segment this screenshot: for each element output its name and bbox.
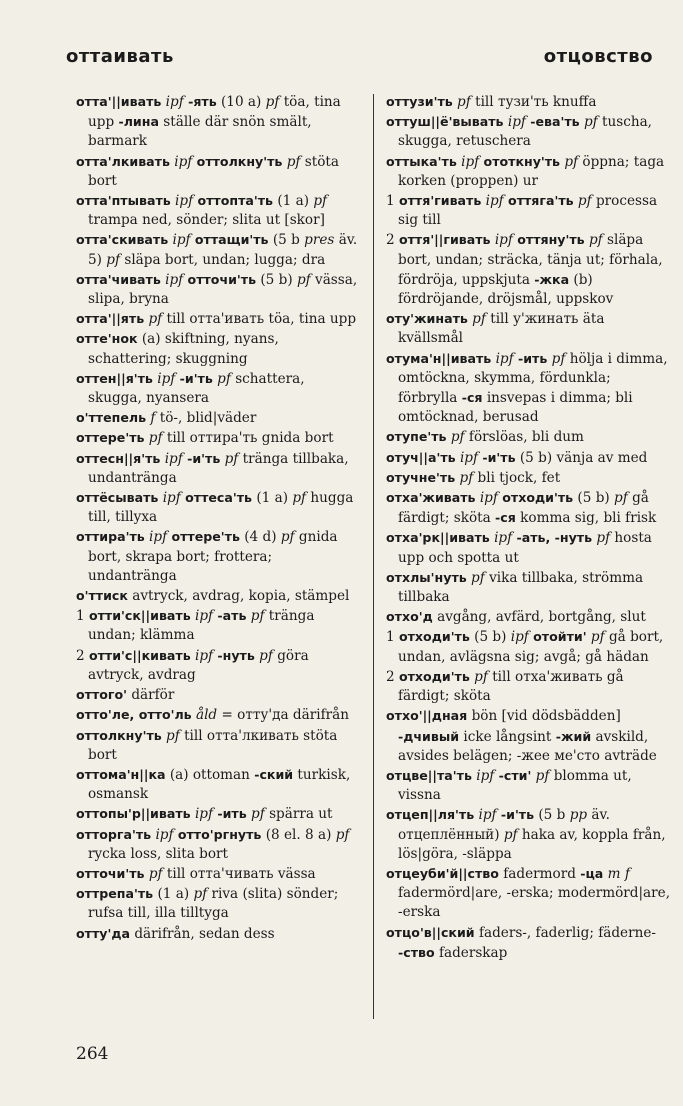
entry-text: rycka loss, slita bort xyxy=(88,845,228,862)
entry-grammar-label: pf xyxy=(592,530,611,547)
dictionary-entry xyxy=(76,586,362,606)
entry-text: till у'жинать äta kvällsmål xyxy=(398,311,605,347)
entry-headword: оття'||гивать xyxy=(398,232,491,248)
entry-grammar-label: f xyxy=(146,410,156,427)
entry-headword: оттрепа'ть xyxy=(76,886,154,902)
entry-headword: -лина xyxy=(118,114,159,130)
entry-grammar-label: ipf xyxy=(510,629,534,646)
entry-text: hölja i dimma, omtöckna, skymma, fördunkla; förbrylla xyxy=(398,350,668,407)
entry-text: riva (slita) sönder; rufsa till, illa tilltyga xyxy=(88,886,339,922)
entry-text: 2 xyxy=(386,668,399,685)
entry-text: tränga tillbaka, undantränga xyxy=(88,450,349,486)
entry-grammar-label: pf xyxy=(452,94,471,110)
entry-headword: отходи'ть xyxy=(398,629,470,645)
entry-text: bön [vid dödsbädden] xyxy=(467,708,621,725)
entry-text: äv. 5) xyxy=(88,232,358,268)
entry-headword: отта'птывать xyxy=(76,193,171,209)
entry-grammar-label: pf xyxy=(246,608,265,625)
entry-grammar-label: ipf xyxy=(161,94,189,110)
entry-grammar-label: pf xyxy=(292,490,307,507)
entry-headword: -и'ть xyxy=(500,807,535,823)
entry-text: avskild, avsides belägen; -жее ме'сто avträde xyxy=(398,728,657,764)
entry-headword: -нуть xyxy=(217,647,255,663)
entry-grammar-label: pf xyxy=(469,668,488,685)
entry-headword: оттого' xyxy=(76,687,127,703)
entry-text: (b) fördröjande, dröjsmål, uppskov xyxy=(398,271,614,308)
entry-text: blomma ut, vissna xyxy=(398,767,632,804)
entry-headword: -ся xyxy=(495,510,516,526)
dictionary-entry xyxy=(386,349,672,428)
entry-text: icke långsint xyxy=(459,728,556,745)
entry-grammar-label: ipf xyxy=(490,232,518,249)
entry-headword: оттере'ть xyxy=(76,430,145,446)
entry-grammar-label: pf xyxy=(531,767,550,784)
entry-headword: -жий xyxy=(555,728,592,744)
entry-grammar-label: pf xyxy=(614,490,628,507)
entry-text: tuscha, skugga, retuschera xyxy=(398,114,652,150)
entry-grammar-label: pf xyxy=(503,826,518,843)
entry-text: turkisk, osmansk xyxy=(88,766,351,803)
entry-text: vika tillbaka, strömma tillbaka xyxy=(398,569,644,606)
running-head-first-word: оттаивать xyxy=(66,46,174,67)
entry-headword: отума'н||ивать xyxy=(386,350,492,366)
dictionary-entry xyxy=(76,329,362,368)
dictionary-entry xyxy=(76,765,362,804)
entry-headword: -ять xyxy=(188,94,217,109)
dictionary-entry xyxy=(386,607,672,627)
entry-grammar-label: ipf xyxy=(169,153,197,170)
entry-grammar-label: pf xyxy=(220,450,239,467)
entry-headword: -ать xyxy=(217,608,247,624)
entry-text: släpa bort, undan; sträcka, tänja ut; förhala, fördröja, uppskjuta xyxy=(398,232,663,288)
dictionary-entry xyxy=(76,191,362,230)
dictionary-entry xyxy=(76,864,362,884)
entry-headword: отойти' xyxy=(533,629,587,645)
entry-headword: о'ттепель xyxy=(76,410,147,426)
entry-headword: -ство xyxy=(398,944,435,960)
column-divider xyxy=(373,94,374,1019)
entry-grammar-label: ipf xyxy=(190,806,218,823)
entry-headword: отту'да xyxy=(76,925,130,941)
entry-headword: оттыка'ть xyxy=(386,153,457,169)
entry-text: (10 a) xyxy=(216,94,266,110)
dictionary-entry xyxy=(386,923,672,963)
dictionary-entry xyxy=(386,488,672,528)
dictionary-entry xyxy=(76,646,362,685)
entry-grammar-label: ipf xyxy=(190,608,218,625)
entry-text: 1 xyxy=(76,608,89,625)
dictionary-entry xyxy=(76,369,362,408)
right-column xyxy=(386,92,672,963)
entry-headword: оттолкну'ть xyxy=(76,727,162,743)
entry-grammar-label: ipf xyxy=(168,232,195,249)
entry-text: fadermörd|are, -erska; modermörd|are, -erska xyxy=(398,885,671,921)
entry-headword: -ся xyxy=(461,390,483,406)
dictionary-entry xyxy=(76,152,362,191)
entry-headword: оттяну'ть xyxy=(517,232,585,248)
entry-headword: отточи'ть xyxy=(187,271,257,287)
entry-grammar-label: ipf xyxy=(170,193,198,210)
page-number: 264 xyxy=(76,1044,109,1064)
entry-grammar-label: pf xyxy=(446,429,465,446)
entry-grammar-label: pf xyxy=(265,94,280,110)
entry-grammar-label: ipf xyxy=(489,530,517,547)
entry-grammar-label: ipf xyxy=(151,826,178,843)
entry-headword: отцеуби'й||ство xyxy=(386,865,499,881)
dictionary-entry xyxy=(386,92,672,112)
dictionary-entry xyxy=(76,685,362,705)
entry-grammar-label: pf xyxy=(282,153,301,170)
dictionary-entry xyxy=(76,884,362,923)
dictionary-entry xyxy=(76,270,362,309)
dictionary-entry xyxy=(76,428,362,448)
entry-text: bli tjock, fet xyxy=(473,469,561,486)
entry-headword: отхлы'нуть xyxy=(386,569,467,585)
entry-text: faders-, faderlig; fäderne- xyxy=(474,924,656,941)
entry-text: (5 b xyxy=(268,232,305,249)
entry-text: 1 xyxy=(386,193,399,210)
entry-headword: -ать, -нуть xyxy=(516,530,593,546)
entry-text: avtryck, avdrag, kopia, stämpel xyxy=(127,588,350,605)
entry-headword: отха'рк||ивать xyxy=(386,530,490,546)
entry-grammar-label: pf xyxy=(579,114,598,131)
entry-grammar-label: ipf xyxy=(503,114,531,131)
entry-grammar-label: pf xyxy=(144,430,163,447)
entry-headword: отта'||ивать xyxy=(76,94,162,109)
entry-text: (a) ottoman xyxy=(165,766,255,783)
entry-text: (5 b) xyxy=(573,490,615,507)
entry-headword: отти'ск||ивать xyxy=(88,608,191,624)
dictionary-entry xyxy=(386,667,672,706)
dictionary-entry xyxy=(76,230,362,269)
entry-text: göra avtryck, avdrag xyxy=(88,647,309,683)
entry-headword: оттолкну'ть xyxy=(196,153,283,169)
entry-grammar-label: ipf xyxy=(160,450,188,467)
dictionary-entry xyxy=(76,92,362,152)
entry-text: förslöas, bli dum xyxy=(464,429,584,446)
dictionary-entry xyxy=(76,726,362,765)
entry-text: (1 a) xyxy=(153,886,194,903)
entry-text: komma sig, bli frisk xyxy=(515,510,657,527)
entry-grammar-label: m f xyxy=(603,865,630,882)
entry-text: släpa bort, undan; lugga; dra xyxy=(120,251,326,268)
entry-text: därför xyxy=(127,687,175,704)
left-column xyxy=(76,92,362,944)
entry-headword: отучне'ть xyxy=(386,469,456,485)
dictionary-entry xyxy=(386,468,672,488)
entry-text: till отта'лкивать stöta bort xyxy=(88,727,338,763)
entry-headword: оттеса'ть xyxy=(185,490,252,506)
dictionary-entry xyxy=(386,528,672,567)
entry-grammar-label: ipf xyxy=(455,449,483,466)
entry-text: (5 b) vänja av med xyxy=(515,449,648,466)
dictionary-entry xyxy=(76,924,362,944)
entry-grammar-label: pf xyxy=(144,311,163,328)
dictionary-entry xyxy=(76,449,362,488)
entry-grammar-label: ipf xyxy=(491,350,518,367)
entry-text: töa, tina upp xyxy=(88,94,341,131)
entry-grammar-label: ipf xyxy=(456,153,484,170)
entry-grammar-label: pp xyxy=(569,807,588,824)
entry-grammar-label: pf xyxy=(466,569,485,586)
entry-text: haka av, koppla från, lös|göra, -släppa xyxy=(398,826,666,862)
entry-grammar-label: ipf xyxy=(475,490,503,507)
entry-text: gnida bort, skrapa bort; frottera; undantränga xyxy=(88,529,338,584)
entry-text: hosta upp och spotta ut xyxy=(398,530,652,566)
dictionary-entry xyxy=(76,408,362,428)
entry-headword: -ить xyxy=(217,806,247,822)
entry-headword: оттуш||ё'вывать xyxy=(386,114,504,130)
entry-text: gå färdigt; sköta xyxy=(398,490,649,527)
entry-grammar-label: pf xyxy=(584,232,603,249)
entry-grammar-label: pf xyxy=(455,469,474,486)
entry-headword: отуч||а'ть xyxy=(386,449,456,465)
entry-headword: оттопта'ть xyxy=(197,193,273,209)
entry-grammar-label: ipf xyxy=(144,529,172,546)
entry-headword: отупе'ть xyxy=(386,429,447,445)
entry-headword: оттёсывать xyxy=(76,490,159,506)
entry-text: (1 a) xyxy=(273,193,314,210)
entry-text: ställe där snön smält, barmark xyxy=(88,114,312,150)
entry-headword: оттере'ть xyxy=(171,529,240,545)
running-head-last-word: отцовство xyxy=(543,46,653,67)
entry-headword: отта'чивать xyxy=(76,271,161,287)
entry-grammar-label: pf xyxy=(296,271,311,288)
entry-headword: -ца xyxy=(580,865,604,881)
entry-text: 2 xyxy=(386,232,399,249)
entry-text: därifrån, sedan dess xyxy=(130,925,275,942)
entry-text: schattera, skugga, nyansera xyxy=(88,370,305,407)
entry-headword: отхо'д xyxy=(386,609,433,625)
entry-headword: отто'ле, отто'ль xyxy=(76,707,192,723)
entry-text: till тузи'ть knuffa xyxy=(470,94,597,110)
dictionary-entry xyxy=(76,606,362,645)
entry-headword: оття'гивать xyxy=(398,193,482,209)
entry-grammar-label: pf xyxy=(586,629,605,646)
entry-headword: оттен||я'ть xyxy=(76,370,153,386)
entry-headword: оттесн||я'ть xyxy=(76,450,161,466)
dictionary-entry xyxy=(386,191,672,230)
entry-headword: отте'нок xyxy=(76,331,138,347)
entry-headword: -и'ть xyxy=(179,370,213,386)
entry-text: (1 a) xyxy=(252,490,293,507)
entry-headword: оттира'ть xyxy=(76,529,145,545)
entry-headword: оттопы'р||ивать xyxy=(76,806,191,822)
entry-headword: отходи'ть xyxy=(502,490,574,506)
entry-grammar-label: ipf xyxy=(152,370,180,387)
entry-text: fadermord xyxy=(498,865,581,882)
entry-grammar-label: pf xyxy=(212,370,231,387)
entry-text: hugga till, tillyxa xyxy=(88,490,354,526)
entry-headword: отторга'ть xyxy=(76,826,152,842)
entry-text: tränga undan; klämma xyxy=(88,608,315,644)
entry-grammar-label: ipf xyxy=(190,647,218,664)
entry-headword: отта'||ять xyxy=(76,311,145,327)
entry-text: äv. отцеплённый) xyxy=(398,807,610,843)
dictionary-entry xyxy=(76,825,362,864)
entry-text: öppna; taga korken (proppen) ur xyxy=(398,153,665,189)
entry-headword: -ева'ть xyxy=(530,114,580,130)
entry-text: till отта'чивать vässa xyxy=(162,865,316,882)
entry-headword: оттома'н||ка xyxy=(76,766,166,782)
entry-grammar-label: pf xyxy=(254,647,273,664)
entry-headword: отха'живать xyxy=(386,490,476,506)
entry-grammar-label: pf xyxy=(335,826,350,843)
dictionary-entry xyxy=(386,152,672,191)
entry-grammar-label: pf xyxy=(313,193,328,210)
entry-text: stöta bort xyxy=(88,153,339,189)
entry-headword: отцве||та'ть xyxy=(386,767,472,783)
entry-text: processa sig till xyxy=(398,193,658,229)
dictionary-entry xyxy=(386,427,672,447)
entry-grammar-label: ipf xyxy=(158,490,186,507)
dictionary-entry xyxy=(76,804,362,824)
entry-grammar-label: pf xyxy=(573,193,592,210)
entry-grammar-label: ipf xyxy=(481,193,509,210)
entry-text: (5 b xyxy=(534,807,570,824)
entry-headword: отто'ргнуть xyxy=(177,826,262,842)
entry-text: (8 el. 8 a) xyxy=(261,826,336,843)
entry-text: till отха'живать gå färdigt; sköta xyxy=(398,668,624,705)
entry-headword: оттузи'ть xyxy=(386,94,453,109)
dictionary-entry xyxy=(76,488,362,527)
entry-headword: о'ттиск xyxy=(76,588,128,604)
dictionary-entry xyxy=(386,864,672,923)
entry-text: (5 b) xyxy=(469,629,511,646)
entry-headword: -сти' xyxy=(498,767,532,783)
entry-headword: оттяга'ть xyxy=(508,193,574,209)
entry-text: till оттира'ть gnida bort xyxy=(162,430,334,447)
entry-text: insvepas i dimma; bli omtöcknad, berusad xyxy=(398,390,633,426)
entry-grammar-label: pf xyxy=(246,806,265,823)
entry-grammar-label: ipf xyxy=(160,271,188,288)
entry-grammar-label: pf xyxy=(106,251,121,268)
dictionary-entry xyxy=(386,766,672,805)
entry-text: (4 d) xyxy=(239,529,281,546)
dictionary-entry xyxy=(386,448,672,468)
dictionary-entry xyxy=(386,805,672,864)
entry-grammar-label: pf xyxy=(560,153,579,170)
entry-headword: ототкну'ть xyxy=(483,153,561,169)
entry-headword: оттащи'ть xyxy=(194,232,269,248)
dictionary-entry xyxy=(386,112,672,151)
entry-headword: -ский xyxy=(254,766,294,782)
dictionary-entry xyxy=(386,309,672,348)
entry-text: avgång, avfärd, bortgång, slut xyxy=(432,609,646,626)
dictionary-entry xyxy=(386,568,672,607)
entry-headword: отходи'ть xyxy=(398,668,470,684)
entry-headword: -дчивый xyxy=(398,728,460,744)
entry-headword: -и'ть xyxy=(187,450,221,466)
entry-headword: отхо'||дная xyxy=(386,708,468,724)
entry-grammar-label: pf xyxy=(467,311,486,328)
entry-text: faderskap xyxy=(434,944,508,961)
dictionary-entry xyxy=(76,527,362,586)
entry-text: (5 b) xyxy=(256,271,297,288)
entry-headword: -и'ть xyxy=(482,449,516,465)
entry-headword: отта'скивать xyxy=(76,232,169,248)
entry-text: vässa, slipa, bryna xyxy=(88,271,358,308)
entry-grammar-label: pres xyxy=(304,232,335,249)
dictionary-entry xyxy=(386,230,672,309)
entry-grammar-label: ipf xyxy=(474,807,501,824)
entry-grammar-label: pf xyxy=(144,865,163,882)
entry-headword: отцеп||ля'ть xyxy=(386,807,475,823)
entry-text: till отта'ивать töa, tina upp xyxy=(162,311,357,328)
entry-text: gå bort, undan, avlägsna sig; avgå; gå hädan xyxy=(398,629,664,665)
entry-headword: отточи'ть xyxy=(76,865,145,881)
entry-text: tö-, blid|väder xyxy=(155,410,257,427)
entry-grammar-label: pf xyxy=(193,886,208,903)
entry-headword: оту'жинать xyxy=(386,311,468,327)
entry-grammar-label: ipf xyxy=(471,767,499,784)
entry-text: 2 xyxy=(76,647,89,664)
entry-grammar-label: pf xyxy=(161,727,180,744)
entry-text: 1 xyxy=(386,629,399,646)
dictionary-entry xyxy=(76,309,362,329)
entry-headword: отцо'в||ский xyxy=(386,924,475,940)
entry-headword: -жка xyxy=(534,271,570,287)
dictionary-entry xyxy=(386,627,672,666)
entry-text: trampa ned, sönder; slita ut [skor] xyxy=(88,212,325,229)
entry-text: = отту'да därifrån xyxy=(217,707,349,724)
entry-headword: отта'лкивать xyxy=(76,153,170,169)
entry-grammar-label: pf xyxy=(547,350,566,367)
entry-text: spärra ut xyxy=(264,806,333,823)
dictionary-entry xyxy=(386,706,672,766)
dictionary-entry xyxy=(76,705,362,725)
entry-headword: отти'с||кивать xyxy=(88,647,191,663)
entry-grammar-label: pf xyxy=(280,529,295,546)
entry-text: (a) skiftning, nyans, schattering; skuggning xyxy=(88,331,279,367)
entry-headword: -ить xyxy=(518,350,548,366)
entry-grammar-label: åld xyxy=(191,707,218,724)
